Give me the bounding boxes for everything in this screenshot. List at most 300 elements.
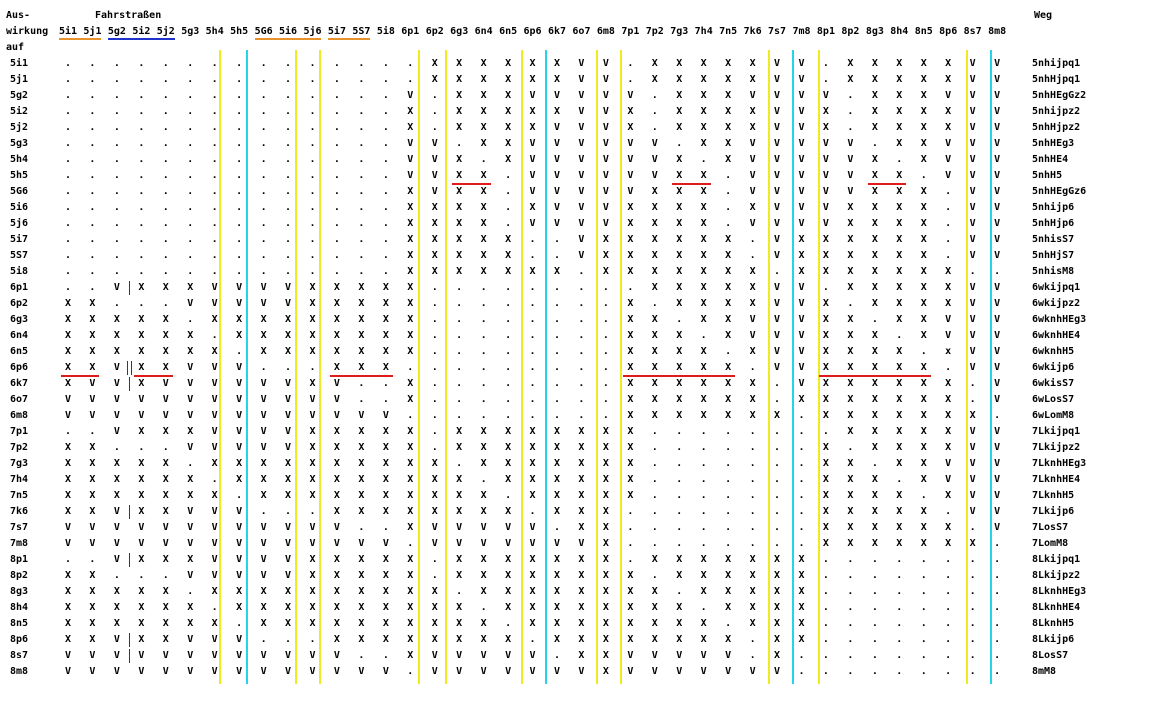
matrix-cell: . [676, 442, 683, 453]
matrix-cell: V [211, 394, 218, 405]
matrix-cell: X [382, 330, 389, 341]
matrix-cell: X [847, 490, 854, 501]
matrix-cell: V [994, 346, 1001, 357]
column-header: 7s7 [768, 26, 787, 37]
matrix-cell: X [431, 250, 438, 261]
matrix-cell: X [602, 538, 609, 549]
matrix-cell: X [676, 346, 683, 357]
matrix-cell: X [651, 618, 658, 629]
matrix-cell: X [285, 602, 292, 613]
matrix-cell: X [480, 218, 487, 229]
matrix-cell: X [651, 282, 658, 293]
matrix-cell: . [969, 602, 976, 613]
matrix-cell: X [676, 186, 683, 197]
matrix-cell: . [358, 122, 365, 133]
matrix-cell: X [260, 586, 267, 597]
route-path-label: 7Lkijp6 [1032, 506, 1075, 517]
matrix-cell: X [651, 410, 658, 421]
matrix-cell: X [822, 410, 829, 421]
matrix-cell: . [969, 266, 976, 277]
matrix-cell: . [529, 410, 536, 421]
matrix-cell: X [529, 490, 536, 501]
matrix-cell: . [945, 362, 952, 373]
matrix-cell: X [456, 490, 463, 501]
matrix-cell: . [651, 298, 658, 309]
matrix-cell: . [994, 554, 1001, 565]
matrix-cell: X [871, 106, 878, 117]
matrix-cell: . [847, 554, 854, 565]
matrix-cell: X [407, 586, 414, 597]
matrix-cell: X [749, 602, 756, 613]
matrix-cell: . [211, 250, 218, 261]
matrix-cell: X [945, 522, 952, 533]
matrix-cell: X [896, 202, 903, 213]
matrix-cell: X [456, 186, 463, 197]
matrix-cell: V [994, 154, 1001, 165]
matrix-cell: X [162, 634, 169, 645]
matrix-cell: X [407, 474, 414, 485]
matrix-cell: X [333, 554, 340, 565]
matrix-cell: X [138, 618, 145, 629]
matrix-cell: X [871, 122, 878, 133]
matrix-cell: X [407, 650, 414, 661]
matrix-cell: V [211, 298, 218, 309]
matrix-cell: V [187, 522, 194, 533]
matrix-cell: X [676, 394, 683, 405]
matrix-cell: X [529, 122, 536, 133]
matrix-cell: . [480, 282, 487, 293]
matrix-cell: . [529, 250, 536, 261]
row-label: 6m8 [10, 410, 29, 421]
matrix-cell: . [236, 138, 243, 149]
route-path-label: 8Lkijpz2 [1032, 570, 1081, 581]
column-header: 8m8 [988, 26, 1007, 37]
matrix-cell: X [627, 490, 634, 501]
row-label: 5i2 [10, 106, 29, 117]
matrix-cell: V [602, 138, 609, 149]
matrix-cell: . [651, 570, 658, 581]
matrix-cell: . [113, 202, 120, 213]
matrix-cell: . [871, 314, 878, 325]
matrix-cell: X [871, 218, 878, 229]
matrix-cell: . [871, 570, 878, 581]
matrix-cell: X [553, 602, 561, 613]
matrix-cell: X [700, 618, 707, 629]
matrix-cell: . [113, 218, 120, 229]
matrix-cell: V [236, 554, 243, 565]
matrix-cell: . [382, 218, 389, 229]
matrix-cell: X [627, 586, 634, 597]
matrix-cell: X [529, 426, 536, 437]
matrix-cell: . [113, 442, 120, 453]
column-header: 6n5 [499, 26, 518, 37]
matrix-cell: V [529, 218, 536, 229]
matrix-cell: V [774, 58, 781, 69]
matrix-cell: X [407, 330, 414, 341]
matrix-cell: X [407, 266, 414, 277]
matrix-cell: X [456, 602, 463, 613]
matrix-cell: X [187, 554, 194, 565]
matrix-cell: V [113, 666, 120, 677]
matrix-cell: V [553, 170, 561, 181]
matrix-cell: V [138, 394, 145, 405]
matrix-cell: . [431, 442, 438, 453]
matrix-cell: X [64, 618, 72, 629]
matrix-cell: V [431, 538, 438, 549]
matrix-cell: X [676, 362, 683, 373]
matrix-cell: X [920, 234, 927, 245]
matrix-cell: X [676, 154, 683, 165]
row-label: 8h4 [10, 602, 29, 613]
matrix-cell: X [529, 442, 536, 453]
matrix-cell: . [651, 122, 658, 133]
route-path-label: 7LknhH5 [1032, 490, 1075, 501]
matrix-cell: X [162, 618, 169, 629]
matrix-cell: X [651, 330, 658, 341]
matrix-cell: V [431, 186, 438, 197]
matrix-cell: . [847, 634, 854, 645]
matrix-cell: X [138, 634, 145, 645]
matrix-cell: V [285, 442, 292, 453]
matrix-cell: . [89, 106, 96, 117]
matrix-cell: V [774, 346, 781, 357]
matrix-cell: V [89, 378, 96, 389]
matrix-cell: . [578, 362, 585, 373]
matrix-cell: V [89, 410, 96, 421]
matrix-cell: . [64, 74, 72, 85]
matrix-cell: . [627, 554, 634, 565]
matrix-cell: X [700, 90, 707, 101]
matrix-cell: . [382, 186, 389, 197]
matrix-cell: X [920, 458, 927, 469]
matrix-cell: X [847, 282, 854, 293]
matrix-cell: . [505, 618, 512, 629]
matrix-cell: X [431, 458, 438, 469]
matrix-cell: X [700, 378, 707, 389]
matrix-cell: . [138, 298, 145, 309]
matrix-cell: . [187, 186, 194, 197]
route-path-label: 6wLomM8 [1032, 410, 1075, 421]
matrix-cell: . [333, 170, 340, 181]
matrix-cell: . [529, 506, 536, 517]
matrix-cell: X [896, 298, 903, 309]
matrix-cell: . [113, 90, 120, 101]
matrix-cell: . [749, 634, 756, 645]
matrix-cell: X [407, 506, 414, 517]
matrix-cell: X [627, 218, 634, 229]
matrix-cell: X [309, 378, 316, 389]
matrix-cell: X [480, 170, 487, 181]
matrix-cell: X [871, 186, 878, 197]
matrix-cell: . [113, 170, 120, 181]
matrix-cell: V [260, 442, 267, 453]
matrix-cell: X [945, 378, 952, 389]
matrix-cell: V [994, 138, 1001, 149]
matrix-cell: V [969, 170, 976, 181]
matrix-cell: X [382, 426, 389, 437]
matrix-cell: . [309, 250, 316, 261]
matrix-cell: X [382, 570, 389, 581]
matrix-cell: X [822, 474, 829, 485]
matrix-cell: X [700, 266, 707, 277]
matrix-cell: . [994, 570, 1001, 581]
matrix-cell: X [920, 474, 927, 485]
matrix-cell: . [651, 458, 658, 469]
column-header: 5i1 [58, 26, 78, 37]
matrix-cell: X [627, 410, 634, 421]
matrix-cell: X [64, 602, 72, 613]
matrix-cell: X [456, 202, 463, 213]
matrix-cell: X [431, 586, 438, 597]
header-aus: Aus- [6, 10, 31, 21]
matrix-cell: X [700, 186, 707, 197]
matrix-cell: X [725, 122, 732, 133]
matrix-cell: V [285, 426, 292, 437]
matrix-cell: V [113, 650, 120, 661]
matrix-cell: V [994, 186, 1001, 197]
matrix-cell: V [627, 90, 634, 101]
route-path-label: 5nhH5 [1032, 170, 1063, 181]
matrix-cell: X [627, 442, 634, 453]
matrix-cell: . [774, 522, 781, 533]
matrix-cell: . [309, 74, 316, 85]
row-label: 8s7 [10, 650, 29, 661]
matrix-cell: . [456, 410, 463, 421]
matrix-cell: X [407, 634, 414, 645]
matrix-cell: . [480, 346, 487, 357]
matrix-cell: X [627, 106, 634, 117]
matrix-cell: V [945, 314, 952, 325]
matrix-cell: V [994, 170, 1001, 181]
matrix-cell: X [602, 666, 609, 677]
matrix-cell: X [138, 330, 145, 341]
matrix-cell: V [627, 170, 634, 181]
matrix-cell: . [627, 58, 634, 69]
matrix-cell: . [260, 74, 267, 85]
route-path-label: 6wknhH5 [1032, 346, 1075, 357]
matrix-cell: X [920, 394, 927, 405]
matrix-cell: V [236, 362, 243, 373]
matrix-cell: . [578, 282, 585, 293]
row-label: 6o7 [10, 394, 29, 405]
matrix-cell: . [847, 602, 854, 613]
matrix-cell: X [749, 618, 756, 629]
matrix-cell: . [64, 106, 72, 117]
matrix-cell: . [211, 330, 218, 341]
matrix-cell: X [896, 506, 903, 517]
matrix-cell: . [945, 218, 952, 229]
matrix-cell: . [285, 362, 292, 373]
matrix-cell: . [64, 58, 72, 69]
matrix-cell: X [505, 442, 512, 453]
matrix-cell: X [285, 474, 292, 485]
matrix-cell: . [651, 90, 658, 101]
matrix-cell: . [113, 266, 120, 277]
matrix-cell: . [945, 634, 952, 645]
matrix-cell: X [89, 442, 96, 453]
matrix-cell: X [358, 298, 365, 309]
column-header: 6g3 [450, 26, 469, 37]
matrix-cell: X [480, 186, 487, 197]
matrix-cell: . [651, 522, 658, 533]
matrix-cell: V [138, 666, 145, 677]
matrix-cell: X [725, 298, 732, 309]
matrix-cell: . [480, 378, 487, 389]
matrix-cell: . [382, 74, 389, 85]
matrix-cell: X [920, 522, 927, 533]
matrix-cell: . [333, 154, 340, 165]
matrix-cell: V [64, 538, 72, 549]
group-underline [328, 38, 370, 40]
matrix-cell: V [162, 522, 169, 533]
matrix-cell: . [994, 586, 1001, 597]
matrix-cell: . [553, 250, 561, 261]
matrix-cell: V [138, 522, 145, 533]
matrix-cell: V [211, 666, 218, 677]
matrix-cell: X [700, 570, 707, 581]
route-path-label: 5nhHjpz2 [1032, 122, 1081, 133]
matrix-cell: V [138, 410, 145, 421]
matrix-cell: V [89, 522, 96, 533]
matrix-cell: V [89, 650, 96, 661]
matrix-cell: . [871, 602, 878, 613]
matrix-cell: X [407, 218, 414, 229]
matrix-cell: V [211, 570, 218, 581]
matrix-cell: X [602, 266, 609, 277]
matrix-cell: X [871, 490, 878, 501]
matrix-cell: X [920, 58, 927, 69]
matrix-cell: . [431, 330, 438, 341]
matrix-cell: X [309, 602, 316, 613]
matrix-cell: V [187, 378, 194, 389]
matrix-cell: X [774, 570, 781, 581]
matrix-cell: V [969, 138, 976, 149]
matrix-cell: V [994, 202, 1001, 213]
matrix-cell: . [774, 378, 781, 389]
matrix-cell: . [138, 74, 145, 85]
matrix-cell: X [651, 250, 658, 261]
matrix-cell: . [994, 602, 1001, 613]
matrix-cell: X [64, 330, 72, 341]
matrix-cell: X [871, 298, 878, 309]
matrix-cell: . [64, 282, 72, 293]
matrix-cell: V [285, 378, 292, 389]
matrix-cell: X [236, 314, 243, 325]
matrix-cell: X [676, 58, 683, 69]
matrix-cell: X [553, 490, 561, 501]
matrix-cell: X [871, 250, 878, 261]
row-label: 5i1 [10, 58, 29, 69]
matrix-cell: . [969, 586, 976, 597]
matrix-cell: V [260, 538, 267, 549]
matrix-cell: V [285, 298, 292, 309]
matrix-cell: . [676, 538, 683, 549]
route-path-label: 7Lkijpq1 [1032, 426, 1081, 437]
matrix-cell: V [602, 90, 609, 101]
matrix-cell: V [187, 362, 194, 373]
matrix-cell: X [407, 522, 414, 533]
matrix-cell: . [211, 106, 218, 117]
matrix-cell: . [553, 378, 561, 389]
matrix-cell: X [431, 602, 438, 613]
matrix-cell: . [676, 490, 683, 501]
matrix-cell: X [64, 378, 72, 389]
matrix-cell: X [700, 122, 707, 133]
matrix-cell: . [578, 330, 585, 341]
matrix-cell: . [969, 650, 976, 661]
matrix-cell: X [162, 458, 169, 469]
matrix-cell: V [651, 138, 658, 149]
matrix-cell: X [260, 490, 267, 501]
matrix-cell: X [627, 634, 634, 645]
matrix-cell: . [651, 442, 658, 453]
matrix-cell: . [431, 90, 438, 101]
matrix-cell: V [236, 378, 243, 389]
matrix-cell: . [309, 58, 316, 69]
matrix-cell: V [798, 106, 805, 117]
matrix-cell: X [651, 58, 658, 69]
matrix-cell: X [187, 618, 194, 629]
matrix-cell: . [285, 58, 292, 69]
matrix-cell: V [578, 154, 585, 165]
matrix-cell: X [945, 122, 952, 133]
matrix-cell: V [333, 378, 340, 389]
matrix-cell: . [162, 154, 169, 165]
matrix-cell: X [700, 554, 707, 565]
matrix-cell: . [945, 602, 952, 613]
matrix-cell: X [382, 490, 389, 501]
matrix-cell: . [358, 154, 365, 165]
matrix-cell: . [162, 90, 169, 101]
matrix-cell: V [798, 138, 805, 149]
matrix-cell: . [89, 202, 96, 213]
matrix-cell: . [871, 634, 878, 645]
matrix-cell: . [162, 74, 169, 85]
matrix-cell: X [749, 570, 756, 581]
matrix-cell: X [651, 186, 658, 197]
route-path-label: 6wknhHEg3 [1032, 314, 1087, 325]
column-header: 6m8 [596, 26, 615, 37]
matrix-cell: . [480, 154, 487, 165]
matrix-cell: . [627, 74, 634, 85]
matrix-cell: . [749, 458, 756, 469]
matrix-cell: . [871, 554, 878, 565]
matrix-cell: X [382, 506, 389, 517]
matrix-cell: . [358, 186, 365, 197]
matrix-cell: . [358, 378, 365, 389]
route-path-label: 8Lkijpq1 [1032, 554, 1081, 565]
matrix-cell: . [211, 122, 218, 133]
matrix-cell: X [896, 282, 903, 293]
matrix-cell: . [822, 74, 829, 85]
matrix-cell: X [407, 298, 414, 309]
matrix-cell: . [260, 106, 267, 117]
matrix-cell: V [602, 154, 609, 165]
matrix-cell: . [847, 298, 854, 309]
matrix-cell: X [871, 90, 878, 101]
matrix-cell: X [505, 74, 512, 85]
matrix-cell: V [187, 442, 194, 453]
matrix-cell: V [211, 522, 218, 533]
matrix-cell: X [602, 506, 609, 517]
matrix-cell: . [847, 650, 854, 661]
matrix-cell: X [700, 282, 707, 293]
matrix-cell: V [798, 218, 805, 229]
matrix-cell: X [871, 330, 878, 341]
matrix-cell: V [162, 394, 169, 405]
matrix-cell: V [969, 474, 976, 485]
matrix-cell: . [382, 170, 389, 181]
